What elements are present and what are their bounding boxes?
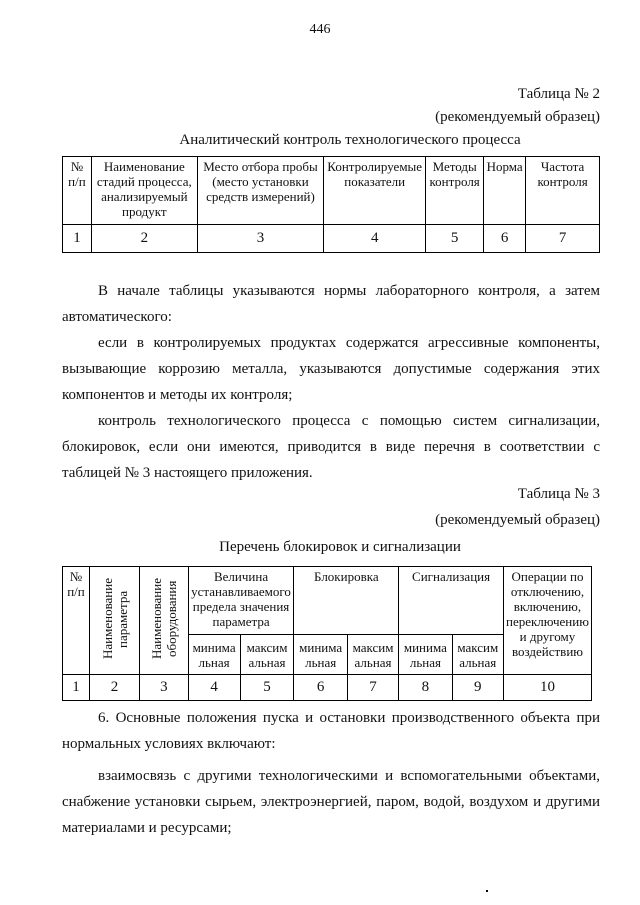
table3-subcaption: (рекомендуемый образец) [435,512,600,528]
t3-header-min: минима льная [188,635,240,675]
text-block-2 [62,705,600,841]
t2-num-cell: 3 [197,225,323,253]
t3-header-max: максим альная [452,635,503,675]
t2-num-cell: 7 [526,225,600,253]
t3-header-equip [140,567,188,675]
t3-num-cell: 9 [452,675,503,701]
t3-num-cell: 6 [294,675,347,701]
t3-num-cell: 1 [63,675,90,701]
t3-num-cell: 10 [503,675,591,701]
t2-header-stage: Наименование стадий процесса, анализируемый продукт [91,157,197,225]
table3 [62,566,592,701]
t2-header-methods: Методы контроля [426,157,484,225]
t3-num-cell: 8 [399,675,452,701]
t2-num-cell: 4 [324,225,426,253]
t2-header-frequency: Частота контроля [526,157,600,225]
text-block-1 [62,278,600,486]
t2-num-cell: 6 [484,225,526,253]
t3-header-value: Величина устанавливаемого предела значения параметра [188,567,294,635]
table2 [62,156,600,253]
t3-num-cell: 5 [240,675,294,701]
t3-header-num: № п/п [63,567,90,675]
paragraph: В начале таблицы указываются нормы лабораторного контроля, а затем автоматического: [62,283,600,325]
table2-title: Аналитический контроль технологического процесса [179,132,521,148]
t3-header-min: минима льная [399,635,452,675]
t2-header-indicators: Контролируемые показатели [324,157,426,225]
t2-header-sample-point: Место отбора пробы (место установки средств измерений) [197,157,323,225]
t2-header-num: № п/п [63,157,92,225]
table2-caption: Таблица № 2 [517,86,600,102]
paragraph: если в контролируемых продуктах содержатся агрессивные компоненты, вызывающие коррозию металла, указываются допустимые содержания этих компонентов и методы их контроля; [62,335,600,403]
t3-header-block: Блокировка [294,567,399,635]
table-row [63,675,592,701]
t3-header-param-text: Наименование параметра [99,578,130,660]
t3-header-max: максим альная [240,635,294,675]
table3-title: Перечень блокировок и сигнализации [219,539,461,555]
t3-num-cell: 2 [89,675,139,701]
t3-header-min: минима льная [294,635,347,675]
scan-mark [486,890,488,892]
page-number: 446 [309,22,331,37]
t2-header-norm: Норма [484,157,526,225]
paragraph: взаимосвязь с другими технологическими и вспомогательными объектами, снабжение установки сырьем, электроэнергией, паром, водой, воздухом и другими материалами и ресурсами; [62,768,600,836]
t3-header-max: максим альная [347,635,398,675]
t3-header-ops: Операции по отключению, включению, переключению и другому воздействию [503,567,591,675]
t3-num-cell: 7 [347,675,398,701]
paragraph: 6. Основные положения пуска и остановки производственного объекта при нормальных условиях включают: [62,710,600,752]
t3-num-cell: 4 [188,675,240,701]
t2-num-cell: 5 [426,225,484,253]
t2-num-cell: 2 [91,225,197,253]
t3-header-equip-text: Наименование оборудования [148,578,179,660]
table-row [63,225,600,253]
t3-header-signal: Сигнализация [399,567,504,635]
t2-num-cell: 1 [63,225,92,253]
paragraph: контроль технологического процесса с помощью систем сигнализации, блокировок, если они имеются, приводится в виде перечня в соответствии с таблицей № 3 настоящего приложения. [62,413,600,481]
table2-subcaption: (рекомендуемый образец) [435,109,600,125]
t3-num-cell: 3 [140,675,188,701]
t3-header-param [89,567,139,675]
table3-caption: Таблица № 3 [517,486,600,502]
